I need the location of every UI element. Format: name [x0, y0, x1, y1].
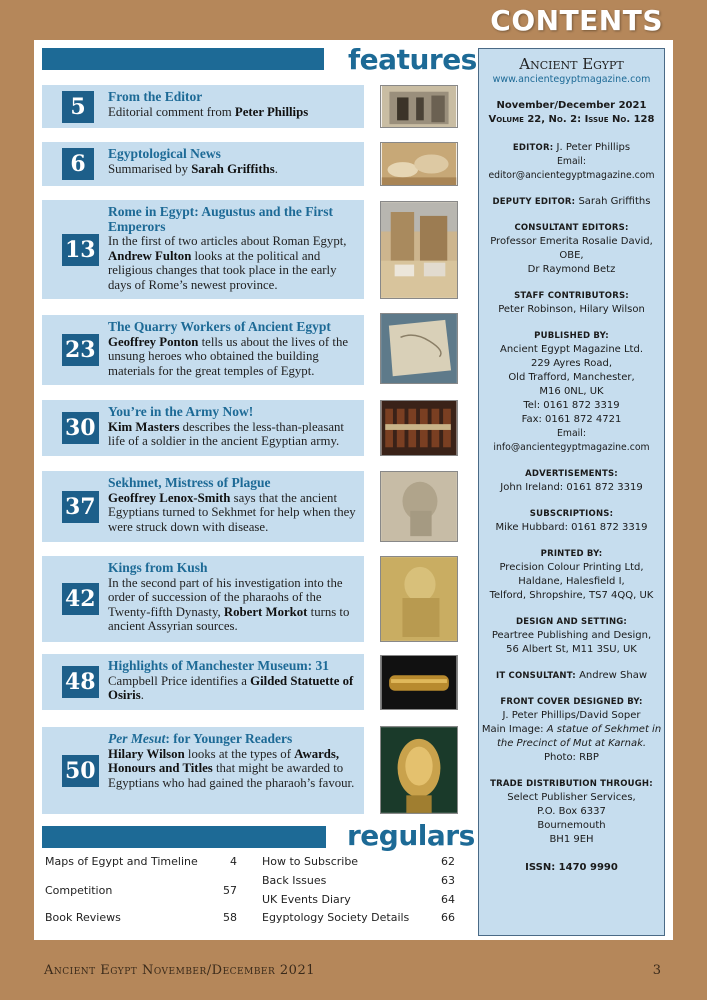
feature-description-text: turns to ancient Assyrian sources. [108, 604, 350, 633]
published-line: 229 Ayres Road, [530, 358, 613, 369]
feature-description-text: Campbell Price identifies a [108, 673, 251, 688]
feature-entry[interactable] [42, 471, 364, 542]
trade-line: Select Publisher Services, [507, 792, 636, 803]
feature-description [108, 420, 360, 449]
feature-title [108, 732, 360, 747]
regular-page: 66 [441, 911, 455, 924]
osiris-thumbnail [380, 655, 458, 710]
feature-title [108, 90, 360, 105]
editor-name: J. Peter Phillips [556, 142, 631, 153]
feature-entry[interactable] [42, 315, 364, 385]
feature-author: Peter Phillips [234, 104, 309, 119]
feature-author: Geoffrey Ponton [108, 334, 199, 349]
feature-page-number: 5 [62, 91, 94, 123]
feature-title [108, 320, 360, 335]
feature-description [108, 674, 360, 703]
regular-item: Competition [45, 884, 113, 897]
quarry-thumbnail [380, 313, 458, 384]
published-label: PUBLISHED BY: [534, 331, 609, 341]
feature-description-text: In the first of two articles about Roman Egypt, [108, 234, 347, 248]
feature-title [108, 561, 360, 576]
magazine-url[interactable]: www.ancientegyptmagazine.com [492, 74, 651, 85]
feature-text [108, 320, 360, 378]
feature-text [108, 205, 360, 292]
army-thumbnail [380, 400, 458, 456]
feature-description-text: describes the less-than-pleasant life of a soldier in the ancient Egyptian army. [108, 419, 344, 448]
deputy-name: Sarah Griffiths [578, 196, 651, 207]
feature-author: Geoffrey Lenox-Smith [108, 490, 231, 505]
left-border [0, 0, 34, 1000]
printed-line: Precision Colour Printing Ltd, [499, 562, 644, 573]
design-line: 56 Albert St, M11 3SU, UK [506, 644, 637, 655]
news-thumbnail [380, 142, 458, 186]
feature-author: Kim Masters [108, 419, 180, 434]
feature-page-number: 37 [62, 491, 99, 523]
feature-description-text: tells us about the lives of the unsung heroes who obtained the building materials for the great temples of Egypt. [108, 334, 349, 378]
feature-author: Sarah Griffiths [191, 161, 275, 176]
published-line: Fax: 0161 872 4721 [521, 414, 622, 425]
cover-main-text: A statue of Sekhmet in the Precinct of Mut at Karnak. [496, 724, 662, 749]
trade-label: TRADE DISTRIBUTION THROUGH: [490, 779, 653, 789]
feature-author: Awards, Honours and Titles [108, 746, 340, 775]
feature-description [108, 491, 360, 535]
consultant-label: CONSULTANT EDITORS: [514, 223, 629, 233]
printed-line: Haldane, Halesfield I, [518, 576, 625, 587]
regulars-heading: regulars [347, 819, 475, 852]
sekhmet-thumbnail [380, 471, 458, 542]
regular-item: How to Subscribe [262, 855, 359, 868]
feature-title [108, 405, 360, 420]
regular-page: 63 [441, 874, 455, 887]
feature-title-text: Sekhmet, Mistress of Plague [108, 475, 271, 490]
feature-description-text: looks at the political and religious changes that took place in the early days of Rome’s newest province. [108, 248, 337, 292]
editor-label: EDITOR: [512, 143, 554, 153]
magazine-name: Ancient Egypt [519, 55, 624, 73]
feature-text [108, 90, 360, 119]
feature-description [108, 105, 360, 120]
feature-title-text: You’re in the Army Now! [108, 404, 254, 419]
regular-item: UK Events Diary [262, 893, 351, 906]
regular-item: Maps of Egypt and Timeline [45, 855, 198, 868]
staff-names: Peter Robinson, Hilary Wilson [498, 304, 645, 315]
footer-page-number: 3 [652, 963, 661, 978]
printed-label: PRINTED BY: [540, 549, 603, 559]
regular-page: 62 [441, 855, 455, 868]
design-label: DESIGN AND SETTING: [515, 617, 628, 627]
feature-title [108, 205, 360, 234]
editor-email[interactable]: Email: editor@ancientegyptmagazine.com [488, 156, 655, 181]
per-mesut-thumbnail [380, 726, 458, 814]
issue-date: November/December 2021 [496, 100, 647, 111]
feature-description-text: In the second part of his investigation into the order of succession of the pharaohs of the Twenty-fifth Dynasty, [108, 575, 343, 619]
feature-description-text: looks at the types of [184, 746, 295, 761]
published-line: M16 0NL, UK [539, 386, 604, 397]
feature-page-number: 30 [62, 412, 99, 444]
subs-label: SUBSCRIPTIONS: [529, 509, 614, 519]
feature-text [108, 476, 360, 534]
feature-title-rest: : for Younger Readers [165, 731, 293, 746]
trade-line: BH1 9EH [549, 834, 594, 845]
feature-title-text: Egyptological News [108, 146, 221, 161]
published-line: Tel: 0161 872 3319 [523, 400, 620, 411]
feature-description-text: Editorial comment from [108, 104, 235, 119]
feature-entry[interactable] [42, 556, 364, 642]
feature-page-number: 23 [62, 334, 99, 366]
ads-label: ADVERTISEMENTS: [525, 469, 618, 479]
feature-author: Robert Morkot [223, 604, 308, 619]
cover-designers: J. Peter Phillips/David Soper [502, 710, 641, 721]
feature-description [108, 747, 360, 791]
feature-entry[interactable] [42, 654, 364, 710]
cover-main-label: Main Image: [481, 724, 544, 735]
feature-author: Gilded Statuette of Osiris [108, 673, 354, 702]
kush-thumbnail [380, 556, 458, 642]
contents-heading: CONTENTS [490, 4, 663, 37]
feature-title [108, 147, 360, 162]
features-heading: features [348, 43, 477, 76]
feature-page-number: 42 [62, 583, 99, 615]
feature-description-text: . [274, 161, 278, 176]
feature-title [108, 476, 360, 491]
regular-item: Book Reviews [45, 911, 121, 924]
deputy-label: DEPUTY EDITOR: [492, 197, 576, 207]
masthead-sidebar [478, 48, 665, 936]
printed-line: Telford, Shropshire, TS7 4QQ, UK [489, 590, 654, 601]
footer-magazine-issue: Ancient Egypt November/December 2021 [44, 963, 315, 978]
regular-page: 4 [230, 855, 237, 868]
consultant-2: Dr Raymond Betz [527, 264, 616, 275]
rome-thumbnail [380, 201, 458, 299]
it-value: Andrew Shaw [579, 670, 647, 681]
feature-text [108, 147, 360, 176]
feature-description [108, 162, 360, 177]
cover-label: FRONT COVER DESIGNED BY: [500, 697, 643, 707]
right-border [673, 0, 707, 1000]
feature-text [108, 405, 360, 449]
feature-title-text: The Quarry Workers of Ancient Egypt [108, 319, 331, 334]
feature-author: Hilary Wilson [108, 746, 185, 761]
feature-page-number: 48 [62, 666, 99, 698]
feature-entry[interactable] [42, 85, 364, 128]
trade-line: P.O. Box 6337 [537, 806, 606, 817]
feature-description-text: . [140, 688, 144, 702]
regulars-bar [42, 826, 326, 848]
published-line: Ancient Egypt Magazine Ltd. [499, 344, 644, 355]
feature-title-text: Rome in Egypt: Augustus and the First Emperors [108, 204, 334, 234]
ads-value: John Ireland: 0161 872 3319 [500, 482, 643, 493]
regular-page: 58 [223, 911, 237, 924]
feature-description [108, 234, 360, 292]
feature-entry[interactable] [42, 142, 364, 186]
editor-thumbnail [380, 85, 458, 128]
feature-description [108, 335, 360, 379]
feature-title-text: From the Editor [108, 89, 203, 104]
feature-title-text: Highlights of Manchester Museum: 31 [108, 658, 329, 673]
feature-description [108, 576, 360, 634]
staff-label: STAFF CONTRIBUTORS: [514, 291, 629, 301]
issn: ISSN: 1470 9990 [525, 862, 618, 873]
feature-title [108, 659, 360, 674]
feature-title-text: Kings from Kush [108, 560, 208, 575]
regular-item: Egyptology Society Details [262, 911, 410, 924]
regular-page: 57 [223, 884, 237, 897]
feature-text [108, 561, 360, 634]
regular-item: Back Issues [262, 874, 327, 887]
feature-text [108, 732, 360, 790]
feature-page-number: 13 [62, 234, 99, 266]
published-line: Old Trafford, Manchester, [508, 372, 635, 383]
published-email[interactable]: Email: info@ancientegyptmagazine.com [493, 428, 650, 453]
feature-page-number: 50 [62, 755, 99, 787]
contents-page [34, 40, 673, 940]
feature-entry[interactable] [42, 727, 364, 814]
features-bar [42, 48, 324, 70]
design-line: Peartree Publishing and Design, [491, 630, 652, 641]
feature-page-number: 6 [62, 148, 94, 180]
feature-entry[interactable] [42, 200, 364, 299]
it-label: IT CONSULTANT: [495, 671, 576, 681]
feature-description-text: that might be awarded to Egyptians who had gained the pharaoh’s favour. [108, 761, 355, 790]
feature-entry[interactable] [42, 400, 364, 456]
feature-description-text: says that the ancient Egyptians turned to Sekhmet for help when they were struck down with disease. [108, 490, 356, 534]
issue-volume: Volume 22, No. 2: Issue No. 128 [488, 114, 655, 125]
feature-title-italic: Per Mesut [108, 731, 166, 746]
subs-value: Mike Hubbard: 0161 872 3319 [495, 522, 648, 533]
regular-page: 64 [441, 893, 455, 906]
trade-line: Bournemouth [537, 820, 606, 831]
feature-author: Andrew Fulton [108, 248, 192, 263]
feature-description-text: Summarised by [108, 161, 192, 176]
cover-photo: Photo: RBP [544, 752, 599, 763]
feature-text [108, 659, 360, 703]
consultant-1: Professor Emerita Rosalie David, OBE, [490, 236, 653, 261]
